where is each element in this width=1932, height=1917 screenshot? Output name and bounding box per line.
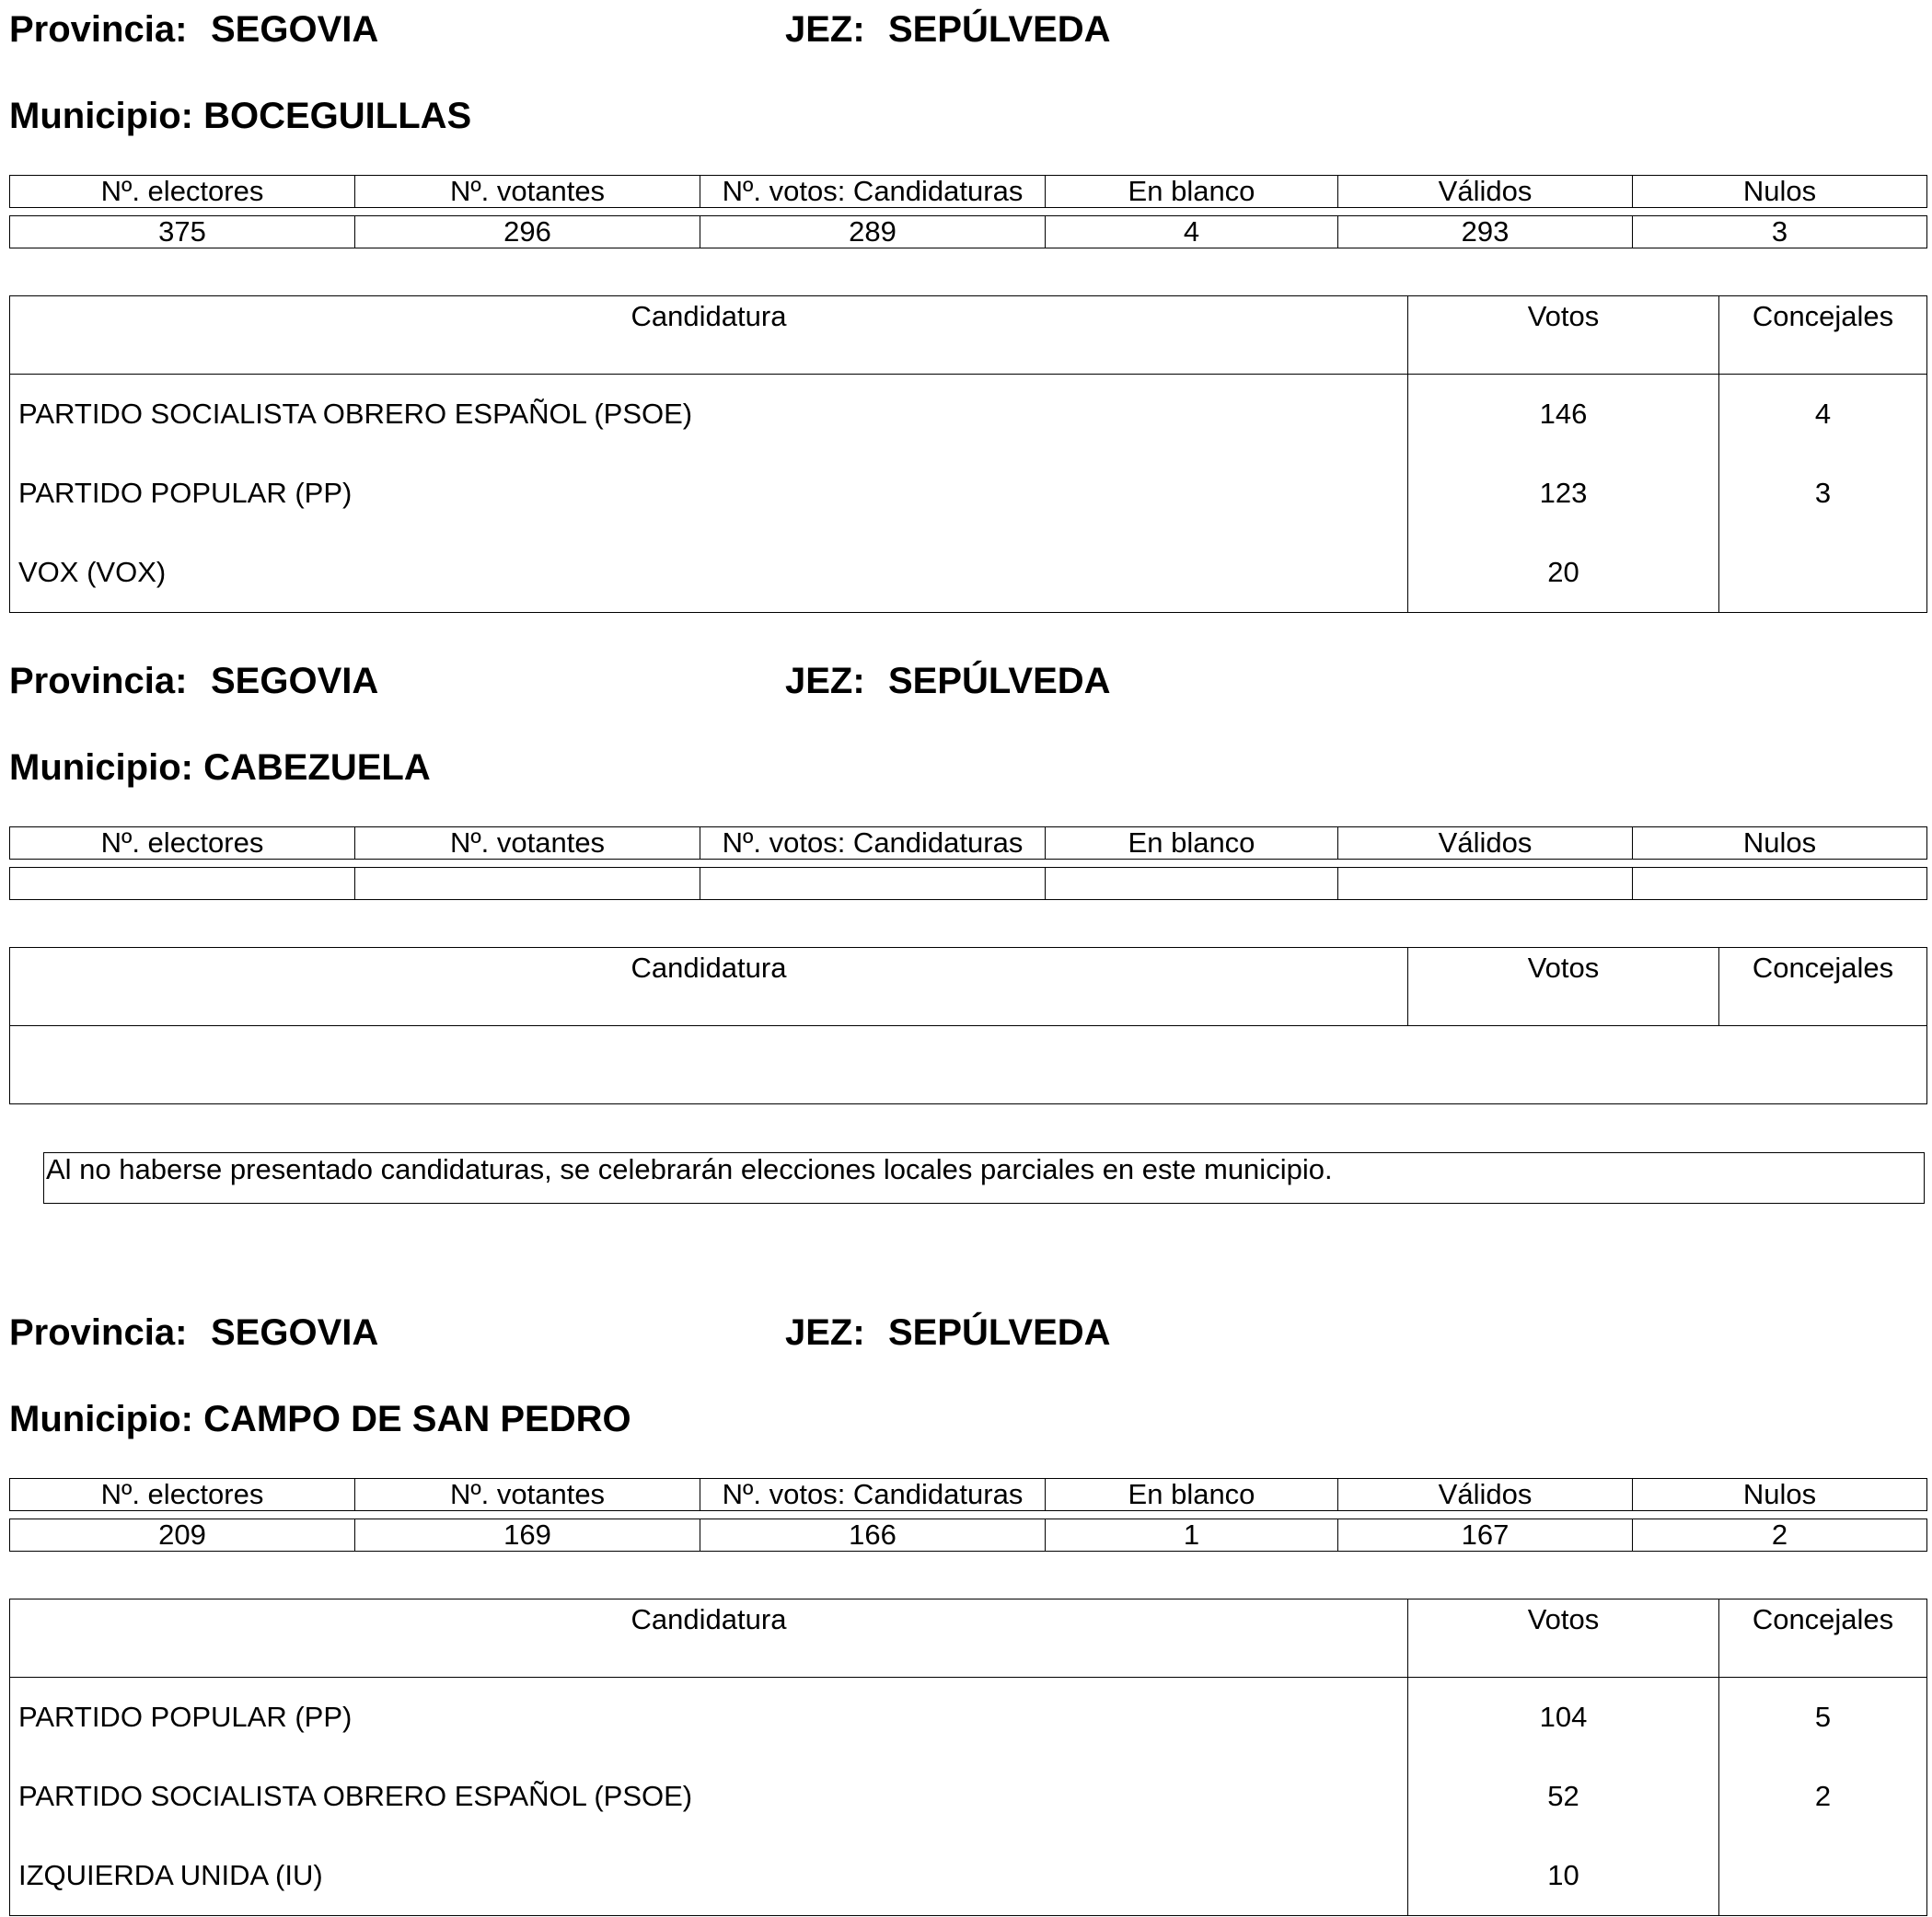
candidatura-header-row <box>10 296 1927 375</box>
municipio-value: CABEZUELA <box>203 747 431 788</box>
candidatura-header-row <box>10 1599 1927 1678</box>
candidatura-header: Candidatura <box>10 296 1408 375</box>
stats-value-cell <box>1338 868 1633 900</box>
stats-value-cell: 1 <box>1046 1519 1338 1552</box>
candidatura-votos: 10 <box>1408 1836 1719 1916</box>
stats-header-cell: Nº. votos: Candidaturas <box>700 176 1046 208</box>
stats-header-row <box>10 176 1927 208</box>
stats-value-row <box>10 868 1927 900</box>
municipio-value: CAMPO DE SAN PEDRO <box>203 1399 631 1439</box>
candidatura-header: Candidatura <box>10 948 1408 1026</box>
municipio-label: Municipio: <box>9 1399 193 1439</box>
municipio-title <box>9 747 431 788</box>
candidatura-concejales: 3 <box>1719 454 1927 533</box>
candidatura-table <box>9 947 1927 1104</box>
municipio-title <box>9 96 471 136</box>
jez-label: JEZ: <box>785 661 865 701</box>
concejales-header: Concejales <box>1719 948 1927 1026</box>
candidatura-votos: 104 <box>1408 1678 1719 1758</box>
stats-value-cell: 2 <box>1633 1519 1927 1552</box>
stats-value-cell: 375 <box>10 216 355 248</box>
candidatura-row <box>10 454 1927 533</box>
votos-header: Votos <box>1408 948 1719 1026</box>
concejales-header: Concejales <box>1719 296 1927 375</box>
candidatura-votos: 20 <box>1408 533 1719 613</box>
candidatura-row <box>10 1678 1927 1758</box>
candidatura-votos: 52 <box>1408 1757 1719 1836</box>
municipio-label: Municipio: <box>9 96 193 136</box>
stats-header-cell: Nulos <box>1633 1479 1927 1511</box>
municipio-title <box>9 1399 631 1439</box>
jez-label: JEZ: <box>785 1312 865 1353</box>
stats-value-cell <box>1633 868 1927 900</box>
stats-value-cell <box>355 868 700 900</box>
candidatura-name: PARTIDO POPULAR (PP) <box>18 477 353 509</box>
provincia-value: SEGOVIA <box>211 1312 379 1353</box>
stats-value-cell: 4 <box>1046 216 1338 248</box>
candidatura-concejales <box>1719 533 1927 613</box>
stats-header-row <box>10 827 1927 860</box>
stats-value-cell: 167 <box>1338 1519 1633 1552</box>
stats-value-cell: 169 <box>355 1519 700 1552</box>
stats-header-cell: Válidos <box>1338 827 1633 860</box>
candidatura-name: PARTIDO SOCIALISTA OBRERO ESPAÑOL (PSOE) <box>18 1780 693 1812</box>
candidatura-concejales: 5 <box>1719 1678 1927 1758</box>
no-candidaturas-note: Al no haberse presentado candidaturas, se celebrarán elecciones locales parciales en este municipio. <box>43 1152 1925 1204</box>
jez-value: SEPÚLVEDA <box>888 9 1111 50</box>
votos-header: Votos <box>1408 1599 1719 1678</box>
stats-header-cell: En blanco <box>1046 827 1338 860</box>
stats-header-cell: Nº. votantes <box>355 1479 700 1511</box>
stats-header-cell: Nº. votos: Candidaturas <box>700 1479 1046 1511</box>
jez-label: JEZ: <box>785 9 865 50</box>
stats-header-cell: Nº. electores <box>10 827 355 860</box>
candidatura-concejales: 4 <box>1719 375 1927 455</box>
stats-value-cell <box>1046 868 1338 900</box>
stats-value-cell <box>700 868 1046 900</box>
stats-table <box>9 826 1927 900</box>
stats-header-cell: Nº. electores <box>10 176 355 208</box>
stats-value-cell: 296 <box>355 216 700 248</box>
stats-value-cell: 289 <box>700 216 1046 248</box>
stats-header-cell: Nº. votos: Candidaturas <box>700 827 1046 860</box>
municipio-value: BOCEGUILLAS <box>203 96 472 136</box>
stats-value-row <box>10 216 1927 248</box>
candidatura-empty-row <box>10 1026 1927 1104</box>
stats-value-cell: 293 <box>1338 216 1633 248</box>
stats-value-cell: 166 <box>700 1519 1046 1552</box>
jez-value: SEPÚLVEDA <box>888 1312 1111 1353</box>
stats-header-cell: Nulos <box>1633 176 1927 208</box>
jez-value: SEPÚLVEDA <box>888 661 1111 701</box>
stats-value-row <box>10 1519 1927 1552</box>
stats-value-cell <box>10 868 355 900</box>
stats-header-cell: Nulos <box>1633 827 1927 860</box>
candidatura-votos: 146 <box>1408 375 1719 455</box>
candidatura-table <box>9 295 1927 613</box>
candidatura-row <box>10 533 1927 613</box>
stats-table <box>9 175 1927 248</box>
stats-header-cell: Nº. electores <box>10 1479 355 1511</box>
stats-header-cell: Válidos <box>1338 176 1633 208</box>
municipio-label: Municipio: <box>9 747 193 788</box>
stats-table <box>9 1478 1927 1552</box>
candidatura-concejales <box>1719 1836 1927 1916</box>
candidatura-concejales: 2 <box>1719 1757 1927 1836</box>
candidatura-name: VOX (VOX) <box>18 556 167 588</box>
provincia-label: Provincia: <box>9 1312 188 1353</box>
candidatura-row <box>10 375 1927 455</box>
stats-header-cell: En blanco <box>1046 176 1338 208</box>
candidatura-header-row <box>10 948 1927 1026</box>
provincia-value: SEGOVIA <box>211 9 379 50</box>
provincia-label: Provincia: <box>9 9 188 50</box>
stats-header-cell: Nº. votantes <box>355 827 700 860</box>
stats-header-cell: Válidos <box>1338 1479 1633 1511</box>
stats-header-row <box>10 1479 1927 1511</box>
candidatura-votos: 123 <box>1408 454 1719 533</box>
stats-value-cell: 3 <box>1633 216 1927 248</box>
provincia-label: Provincia: <box>9 661 188 701</box>
concejales-header: Concejales <box>1719 1599 1927 1678</box>
candidatura-row <box>10 1836 1927 1916</box>
candidatura-name: PARTIDO POPULAR (PP) <box>18 1701 353 1733</box>
stats-value-cell: 209 <box>10 1519 355 1552</box>
votos-header: Votos <box>1408 296 1719 375</box>
candidatura-name: PARTIDO SOCIALISTA OBRERO ESPAÑOL (PSOE) <box>18 398 693 430</box>
candidatura-name: IZQUIERDA UNIDA (IU) <box>18 1859 323 1891</box>
stats-header-cell: En blanco <box>1046 1479 1338 1511</box>
candidatura-header: Candidatura <box>10 1599 1408 1678</box>
provincia-value: SEGOVIA <box>211 661 379 701</box>
stats-header-cell: Nº. votantes <box>355 176 700 208</box>
candidatura-row <box>10 1757 1927 1836</box>
candidatura-table <box>9 1599 1927 1916</box>
candidatura-empty-cell <box>10 1026 1927 1104</box>
